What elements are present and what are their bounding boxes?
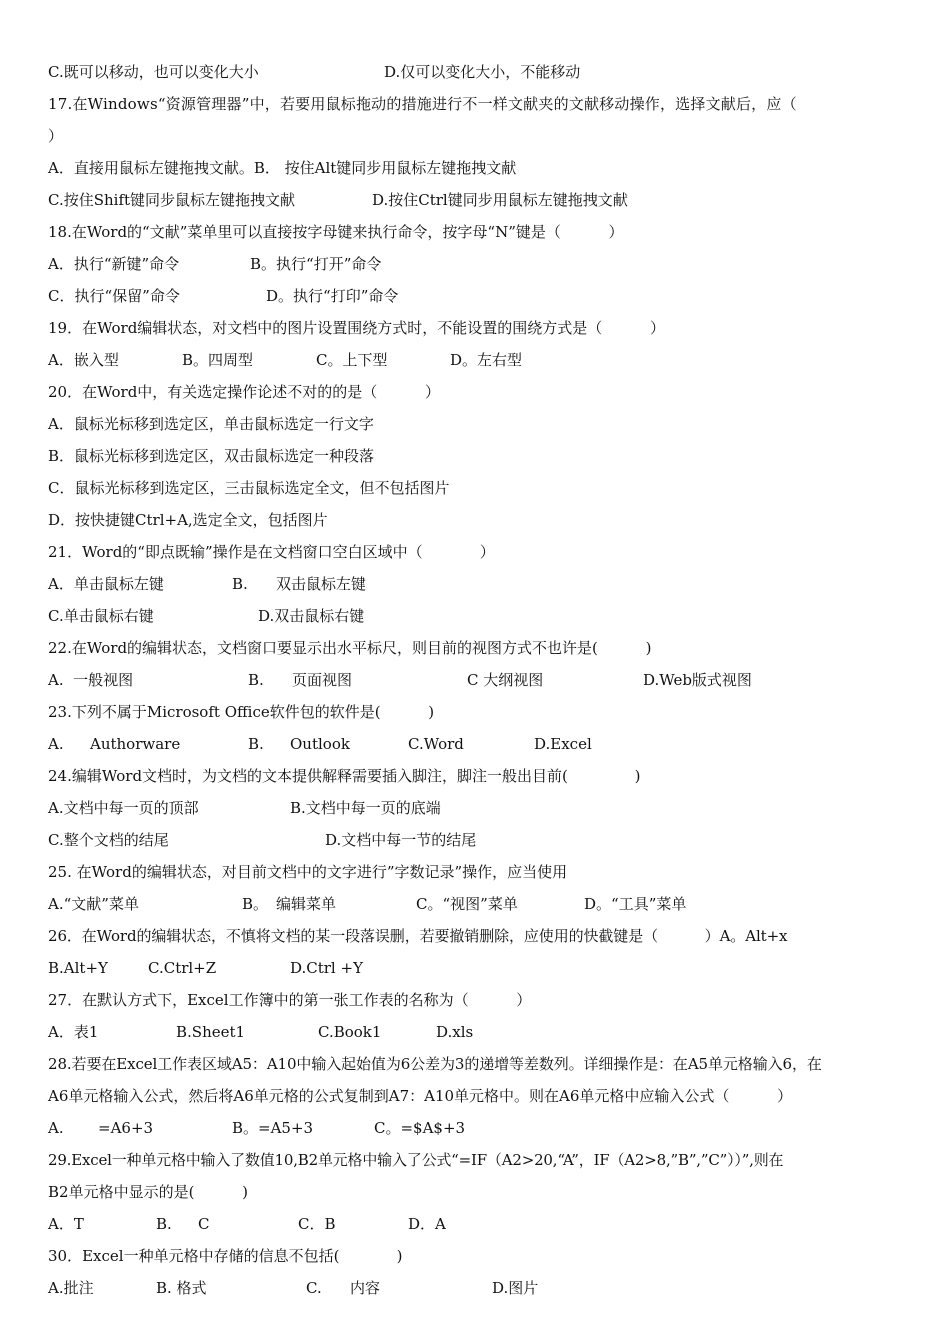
option-c-q24: C.整个文档的结尾 bbox=[48, 831, 169, 849]
option-a-q21: A．单击鼠标左键 bbox=[48, 575, 164, 593]
question-21: 21．Word的“即点既输”操作是在文档窗口空白区域中（ ） bbox=[48, 543, 495, 561]
option-d-q26: D.Ctrl +Y bbox=[290, 959, 363, 977]
option-d-q17: D.按住Ctrl键同步用鼠标左键拖拽文献 bbox=[372, 191, 628, 209]
question-24: 24.编辑Word文档时，为文档的文本提供解释需要插入脚注，脚注一般出目前( ) bbox=[48, 767, 641, 785]
option-c-q21: C.单击鼠标右键 bbox=[48, 607, 154, 625]
option-d-q19: D。左右型 bbox=[450, 351, 523, 369]
option-a-q29: A．T bbox=[48, 1215, 84, 1233]
option-b-q29: C bbox=[198, 1215, 210, 1233]
question-26: 26．在Word的编辑状态，不慎将文档的某一段落误删，若要撤销删除，应使用的快截键是（ ）A。Alt+x bbox=[48, 927, 788, 945]
option-a-q18: A．执行“新键”命令 bbox=[48, 255, 180, 273]
question-27: 27．在默认方式下，Excel工作簿中的第一张工作表的名称为（ ） bbox=[48, 991, 532, 1009]
option-d-q16: D.仅可以变化大小，不能移动 bbox=[384, 63, 581, 81]
option-c-q27: C.Book1 bbox=[318, 1023, 382, 1041]
options-q17-ab: A．直接用鼠标左键拖拽文献。B． 按住Alt键同步用鼠标左键拖拽文献 bbox=[48, 159, 517, 177]
question-19: 19．在Word编辑状态，对文档中的图片设置围绕方式时，不能设置的围绕方式是（ ） bbox=[48, 319, 665, 337]
question-29-cont: B2单元格中显示的是( ) bbox=[48, 1183, 248, 1201]
option-b-q28: B。=A5+3 bbox=[232, 1119, 314, 1137]
option-c-q19: C。上下型 bbox=[316, 351, 388, 369]
option-b-q30: B. 格式 bbox=[156, 1279, 207, 1297]
question-20: 20．在Word中，有关选定操作论述不对的的是（ ） bbox=[48, 383, 440, 401]
option-c-q17: C.按住Shift键同步鼠标左键拖拽文献 bbox=[48, 191, 296, 209]
option-d-q25: D。“工具”菜单 bbox=[584, 895, 687, 913]
option-a-q19: A．嵌入型 bbox=[48, 351, 119, 369]
question-29: 29.Excel一种单元格中输入了数值10,B2单元格中输入了公式“=IF（A2>20,“A”，IF（A2>8,”B”,”C”））”,则在 bbox=[48, 1151, 784, 1169]
option-b-q26: B.Alt+Y bbox=[48, 959, 108, 977]
option-d-q24: D.文档中每一节的结尾 bbox=[325, 831, 477, 849]
option-a-q20: A．鼠标光标移到选定区，单击鼠标选定一行文字 bbox=[48, 415, 374, 433]
option-d-q27: D.xls bbox=[436, 1023, 474, 1041]
question-30: 30．Excel一种单元格中存储的信息不包括( ) bbox=[48, 1247, 403, 1265]
option-c-q22: C 大纲视图 bbox=[467, 671, 544, 689]
option-c-q30: 内容 bbox=[350, 1279, 381, 1297]
option-c-q16: C.既可以移动，也可以变化大小 bbox=[48, 63, 259, 81]
option-c-q25: C。“视图”菜单 bbox=[416, 895, 518, 913]
option-b-label-q25: B。 bbox=[242, 895, 269, 913]
question-17-cont: ） bbox=[48, 127, 64, 145]
question-28-cont: A6单元格输入公式，然后将A6单元格的公式复制到A7：A10单元格中。则在A6单元格中应输入公式（ ） bbox=[48, 1087, 793, 1105]
question-23: 23.下列不属于Microsoft Office软件包的软件是( ) bbox=[48, 703, 435, 721]
option-a-q23: Authorware bbox=[90, 735, 181, 753]
option-b-label-q22: B. bbox=[248, 671, 264, 689]
option-d-q23: D.Excel bbox=[534, 735, 592, 753]
option-b-q24: B.文档中每一页的底端 bbox=[290, 799, 441, 817]
option-d-q21: D.双击鼠标右键 bbox=[258, 607, 365, 625]
question-28: 28.若要在Excel工作表区域A5：A10中输入起始值为6公差为3的递增等差数列。详细操作是：在A5单元格输入6，在 bbox=[48, 1055, 822, 1073]
option-c-q29: C．B bbox=[298, 1215, 336, 1233]
option-d-q20: D．按快捷键Ctrl+A,选定全文，包括图片 bbox=[48, 511, 328, 529]
question-22: 22.在Word的编辑状态，文档窗口要显示出水平标尺，则目前的视图方式不也许是( ) bbox=[48, 639, 652, 657]
question-17: 17.在Windows“资源管理器”中，若要用鼠标拖动的措施进行不一样文献夹的文献移动操作，选择文献后，应（ bbox=[48, 95, 797, 113]
option-b-q19: B。四周型 bbox=[182, 351, 254, 369]
option-a-q30: A.批注 bbox=[48, 1279, 94, 1297]
option-a-q27: A．表1 bbox=[48, 1023, 99, 1041]
option-a-q24: A.文档中每一页的顶部 bbox=[48, 799, 199, 817]
option-d-q29: D．A bbox=[408, 1215, 446, 1233]
option-d-q22: D.Web版式视图 bbox=[643, 671, 752, 689]
option-b-q23: Outlook bbox=[290, 735, 350, 753]
option-b-q22: 页面视图 bbox=[292, 671, 353, 689]
option-c-q28: C。=$A$+3 bbox=[374, 1119, 466, 1137]
option-b-label-q29: B. bbox=[156, 1215, 172, 1233]
option-b-q18: B。执行“打开”命令 bbox=[250, 255, 382, 273]
option-b-q27: B.Sheet1 bbox=[176, 1023, 246, 1041]
option-a-q28: =A6+3 bbox=[98, 1119, 154, 1137]
option-c-q20: C．鼠标光标移到选定区，三击鼠标选定全文，但不包括图片 bbox=[48, 479, 450, 497]
option-a-label-q23: A. bbox=[48, 735, 64, 753]
option-a-q22: A. 一般视图 bbox=[48, 671, 134, 689]
option-b-q25: 编辑菜单 bbox=[276, 895, 337, 913]
option-d-q18: D。执行“打印”命令 bbox=[266, 287, 399, 305]
question-25: 25. 在Word的编辑状态，对目前文档中的文字进行”字数记录”操作，应当使用 bbox=[48, 863, 568, 881]
question-18: 18.在Word的“文献”菜单里可以直接按字母键来执行命令，按字母“N”键是（ ） bbox=[48, 223, 624, 241]
option-b-q21: 双击鼠标左键 bbox=[276, 575, 367, 593]
option-b-label-q23: B. bbox=[248, 735, 264, 753]
option-b-label-q21: B. bbox=[232, 575, 248, 593]
option-c-q23: C.Word bbox=[408, 735, 464, 753]
option-c-q18: C．执行“保留”命令 bbox=[48, 287, 180, 305]
option-c-label-q30: C. bbox=[306, 1279, 322, 1297]
option-a-label-q28: A. bbox=[48, 1119, 64, 1137]
option-a-q25: A.“文献”菜单 bbox=[48, 895, 139, 913]
option-b-q20: B．鼠标光标移到选定区，双击鼠标选定一种段落 bbox=[48, 447, 375, 465]
option-c-q26: C.Ctrl+Z bbox=[148, 959, 217, 977]
option-d-q30: D.图片 bbox=[492, 1279, 539, 1297]
